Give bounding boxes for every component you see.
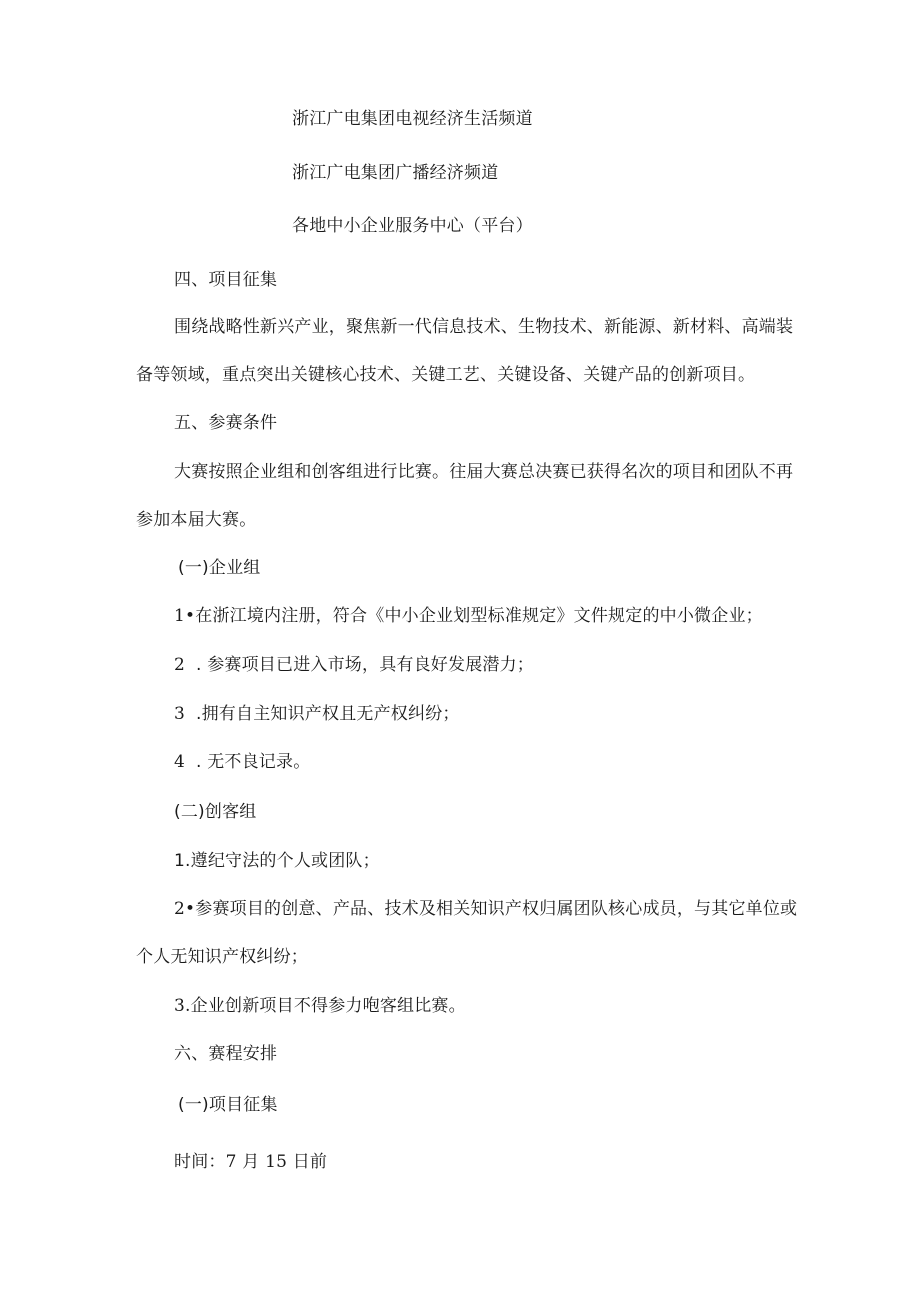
- list-item-text: .拥有自主知识产权且无产权纠纷；: [196, 704, 460, 724]
- list-item-text: 在浙江境内注册，符合《中小企业划型标准规定》文件规定的中小微企业；: [195, 606, 763, 626]
- list-item-text: . 无不良记录。: [196, 752, 311, 772]
- list-item-number: 1•: [174, 606, 196, 626]
- list-item-number: 2•: [174, 899, 196, 919]
- paragraph-line: 备等领域，重点突出关键核心技术、关键工艺、关键设备、关键产品的创新项目。: [136, 365, 756, 385]
- subsection-heading-maker-group: (二)创客组: [174, 802, 257, 822]
- list-item: [174, 703, 460, 725]
- paragraph-line: 大赛按照企业组和创客组进行比赛。往届大赛总决赛已获得名次的项目和团队不再: [174, 462, 794, 482]
- list-item-text: 遵纪守法的个人或团队；: [190, 851, 380, 871]
- organizer-line: 浙江广电集团广播经济频道: [292, 163, 499, 183]
- subsection-heading-project-collection: (一)项目征集: [178, 1095, 278, 1115]
- list-item-number: 3: [174, 704, 186, 724]
- time-line: [174, 1151, 327, 1173]
- list-item: [174, 751, 310, 773]
- section-heading-project-collection: 四、项目征集: [174, 270, 278, 290]
- organizer-line: 各地中小企业服务中心（平台）: [292, 216, 533, 236]
- section-heading-conditions: 五、参赛条件: [174, 413, 278, 433]
- time-label: 时间：: [174, 1152, 226, 1172]
- subsection-heading-enterprise-group: (一)企业组: [178, 558, 261, 578]
- section-heading-schedule: 六、赛程安排: [174, 1044, 278, 1064]
- time-month-unit: 月: [242, 1152, 260, 1172]
- list-item-continuation: 个人无知识产权纠纷；: [136, 947, 308, 967]
- list-item-number: 2: [174, 655, 186, 675]
- list-item: [174, 898, 797, 920]
- list-item: [174, 995, 466, 1017]
- list-item-number: 3.: [174, 996, 191, 1016]
- time-day: 15: [265, 1152, 288, 1172]
- organizer-line: 浙江广电集团电视经济生活频道: [292, 109, 533, 129]
- paragraph-line: 参加本届大赛。: [136, 510, 257, 530]
- list-item: [174, 654, 534, 676]
- list-item: [174, 850, 380, 872]
- time-day-unit: 日前: [292, 1152, 328, 1172]
- list-item-text: 企业创新项目不得参力咆客组比赛。: [190, 996, 466, 1016]
- list-item: [174, 605, 763, 627]
- list-item-text: 参赛项目的创意、产品、技术及相关知识产权归属团队核心成员，与其它单位或: [195, 899, 798, 919]
- list-item-number: 4: [174, 752, 186, 772]
- list-item-text: . 参赛项目已进入市场，具有良好发展潜力；: [196, 655, 535, 675]
- list-item-number: 1.: [174, 851, 191, 871]
- time-month: 7: [225, 1152, 237, 1172]
- paragraph-line: 围绕战略性新兴产业，聚焦新一代信息技术、生物技术、新能源、新材料、高端装: [174, 317, 794, 337]
